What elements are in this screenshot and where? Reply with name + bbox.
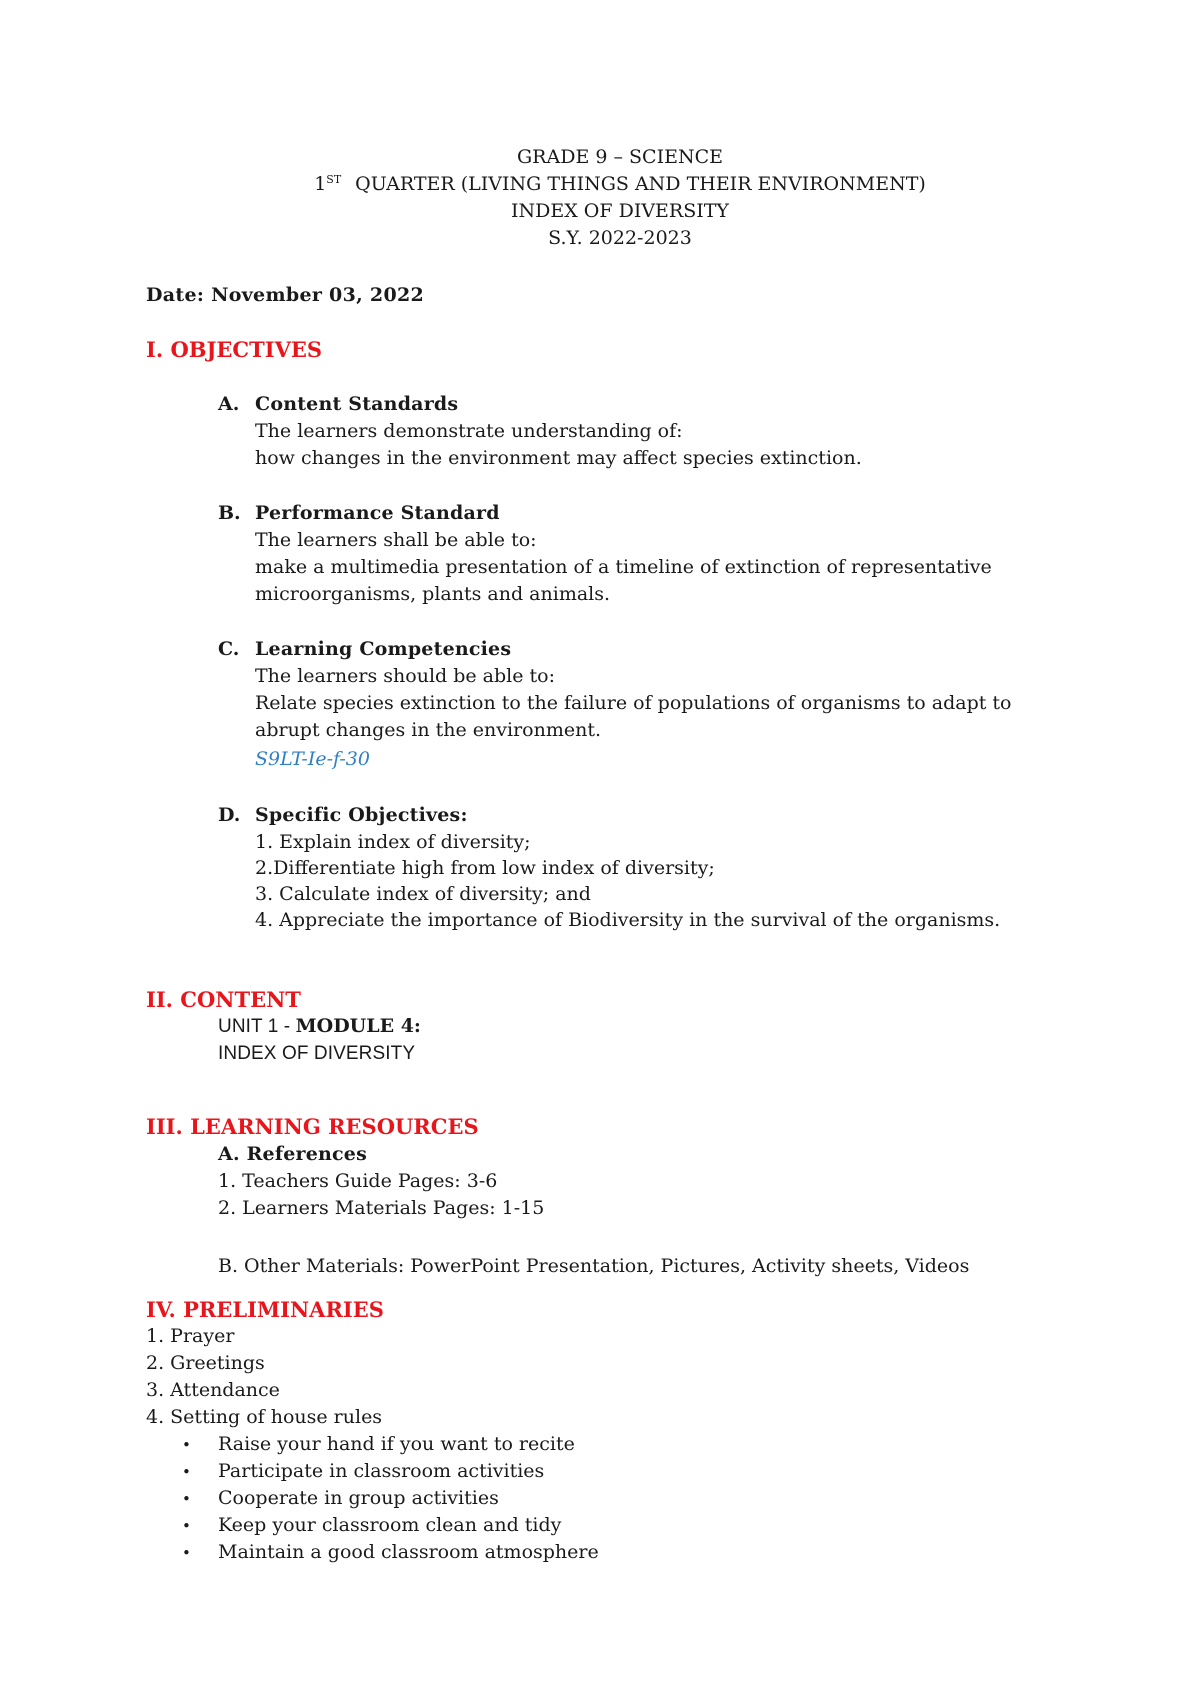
bullet-icon: • xyxy=(182,1436,191,1454)
house-rule-item xyxy=(182,1458,544,1486)
learning-competencies-line: The learners should be able to: xyxy=(255,665,555,687)
specific-objective-item: 2.Differentiate high from low index of diversity; xyxy=(255,857,715,879)
section-objectives-heading: I. OBJECTIVES xyxy=(146,337,323,362)
header-topic: INDEX OF DIVERSITY xyxy=(511,200,729,222)
quarter-title: QUARTER (LIVING THINGS AND THEIR ENVIRONMENT) xyxy=(355,173,926,195)
house-rule-text: Keep your classroom clean and tidy xyxy=(218,1514,562,1536)
section-content-heading: II. CONTENT xyxy=(146,987,301,1012)
reference-item: 1. Teachers Guide Pages: 3-6 xyxy=(218,1170,498,1192)
house-rule-text: Cooperate in group activities xyxy=(218,1487,499,1509)
house-rule-text: Maintain a good classroom atmosphere xyxy=(218,1541,599,1563)
specific-objective-item: 3. Calculate index of diversity; and xyxy=(255,883,591,905)
house-rule-item xyxy=(182,1539,599,1567)
header-quarter xyxy=(0,171,1200,198)
header-grade: GRADE 9 – SCIENCE xyxy=(517,146,723,168)
quarter-number: 1 xyxy=(314,173,327,195)
content-standards-line: how changes in the environment may affect species extinction. xyxy=(255,447,862,469)
preliminary-item: 4. Setting of house rules xyxy=(146,1406,383,1428)
content-standards-title: Content Standards xyxy=(255,393,459,415)
house-rule-item xyxy=(182,1431,575,1459)
reference-item: 2. Learners Materials Pages: 1-15 xyxy=(218,1197,545,1219)
specific-objective-item: 1. Explain index of diversity; xyxy=(255,831,531,853)
content-topic: INDEX OF DIVERSITY xyxy=(218,1043,416,1064)
performance-standard-heading xyxy=(218,500,500,527)
learning-competencies-line: abrupt changes in the environment. xyxy=(255,719,602,741)
bullet-icon: • xyxy=(182,1544,191,1562)
content-module: MODULE 4: xyxy=(295,1015,421,1037)
learning-competencies-heading xyxy=(218,636,511,663)
performance-standard-letter: B. xyxy=(218,502,241,524)
content-standards-letter: A. xyxy=(218,393,240,415)
content-standards-line: The learners demonstrate understanding of: xyxy=(255,420,683,442)
specific-objective-item: 4. Appreciate the importance of Biodiversity in the survival of the organisms. xyxy=(255,909,1001,931)
section-preliminaries-heading: IV. PRELIMINARIES xyxy=(146,1297,384,1322)
performance-standard-title: Performance Standard xyxy=(255,502,500,524)
bullet-icon: • xyxy=(182,1517,191,1535)
learning-competencies-letter: C. xyxy=(218,638,240,660)
specific-objectives-letter: D. xyxy=(218,804,241,826)
content-standards-heading xyxy=(218,391,458,418)
performance-standard-line: microorganisms, plants and animals. xyxy=(255,583,611,605)
other-materials: B. Other Materials: PowerPoint Presentation, Pictures, Activity sheets, Videos xyxy=(218,1255,970,1277)
preliminary-item: 1. Prayer xyxy=(146,1325,235,1347)
house-rule-text: Participate in classroom activities xyxy=(218,1460,545,1482)
preliminary-item: 2. Greetings xyxy=(146,1352,265,1374)
section-resources-heading: III. LEARNING RESOURCES xyxy=(146,1114,479,1139)
bullet-icon: • xyxy=(182,1463,191,1481)
references-heading: A. References xyxy=(218,1143,367,1165)
learning-competencies-title: Learning Competencies xyxy=(255,638,512,660)
document-header xyxy=(0,144,1200,252)
content-unit-prefix: UNIT 1 - xyxy=(218,1016,296,1037)
specific-objectives-title: Specific Objectives: xyxy=(255,804,468,826)
specific-objectives-heading xyxy=(218,802,468,829)
house-rule-text: Raise your hand if you want to recite xyxy=(218,1433,575,1455)
house-rule-item xyxy=(182,1485,499,1513)
lesson-date: Date: November 03, 2022 xyxy=(146,284,425,306)
content-unit xyxy=(218,1013,421,1040)
preliminary-item: 3. Attendance xyxy=(146,1379,280,1401)
performance-standard-line: make a multimedia presentation of a timeline of extinction of representative xyxy=(255,556,992,578)
performance-standard-line: The learners shall be able to: xyxy=(255,529,537,551)
quarter-ordinal-suffix: ST xyxy=(326,173,342,186)
header-school-year: S.Y. 2022-2023 xyxy=(548,227,692,249)
house-rule-item xyxy=(182,1512,561,1540)
bullet-icon: • xyxy=(182,1490,191,1508)
competency-code: S9LT-Ie-f-30 xyxy=(255,748,370,770)
learning-competencies-line: Relate species extinction to the failure of populations of organisms to adapt to xyxy=(255,692,1012,714)
